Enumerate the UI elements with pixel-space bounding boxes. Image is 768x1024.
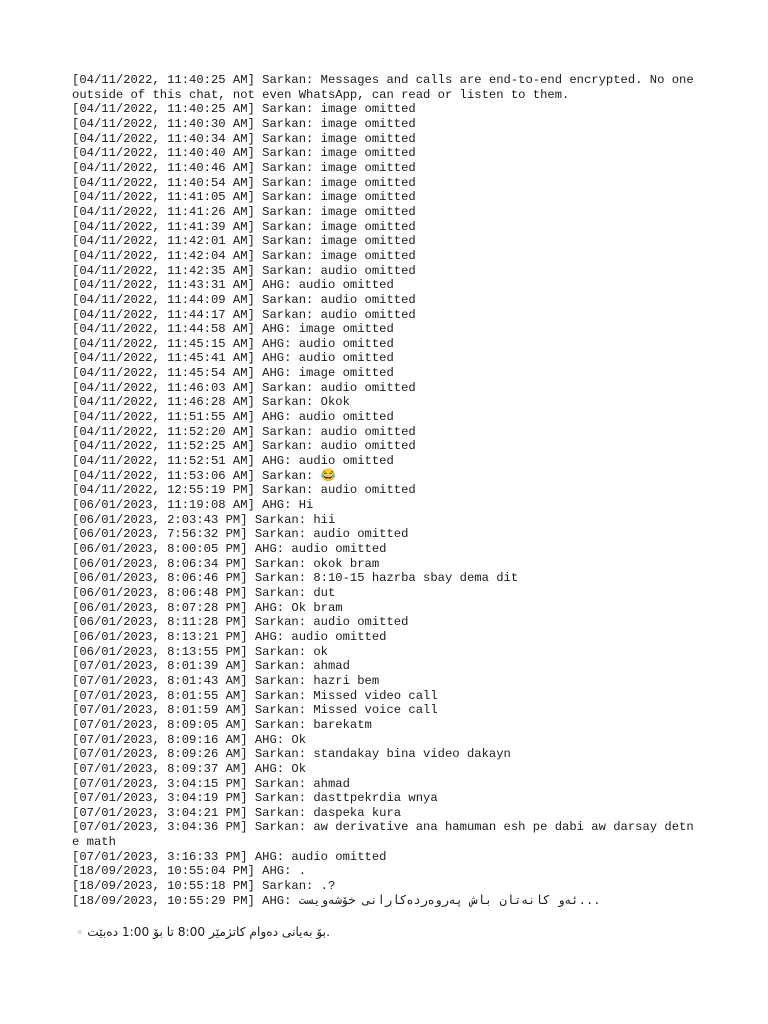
chat-line: [07/01/2023, 3:04:36 PM] Sarkan: aw derivative ana hamuman esh pe dabi aw darsay detn e math [72,820,701,850]
chat-line: [06/01/2023, 8:06:46 PM] Sarkan: 8:10-15 hazrba sbay dema dit [72,571,519,586]
chat-line: [18/09/2023, 10:55:18 PM] Sarkan: .? [72,879,336,894]
chat-line: [07/01/2023, 8:09:16 AM] AHG: Ok [72,732,307,747]
chat-line: [04/11/2022, 11:40:30 AM] Sarkan: image omitted [72,116,416,131]
chat-line: [04/11/2022, 11:44:58 AM] AHG: image omitted [72,322,394,337]
chat-line: [04/11/2022, 11:52:20 AM] Sarkan: audio omitted [72,424,416,439]
chat-line: [04/11/2022, 11:46:03 AM] Sarkan: audio omitted [72,380,416,395]
chat-line: [04/11/2022, 11:40:40 AM] Sarkan: image omitted [72,146,416,161]
chat-line: [07/01/2023, 8:09:26 AM] Sarkan: standakay bina video dakayn [72,747,511,762]
chat-line: [07/01/2023, 3:04:19 PM] Sarkan: dasttpekrdia wnya [72,791,438,806]
chat-line: [04/11/2022, 11:40:25 AM] Sarkan: Messages and calls are end-to-end encrypted. No one outside of this chat, not even WhatsApp, can read or listen to them. [72,73,701,102]
chat-line: [06/01/2023, 8:00:05 PM] AHG: audio omitted [72,542,387,556]
chat-line: [18/09/2023, 10:55:29 PM] AHG: ئەو کانەتان باش پەروەردەکارانی خۆشەویست... [72,893,601,908]
chat-line: [04/11/2022, 11:52:25 AM] Sarkan: audio omitted [72,439,416,454]
chat-line: [06/01/2023, 7:56:32 PM] Sarkan: audio omitted [72,527,409,542]
chat-line: [06/01/2023, 8:13:55 PM] Sarkan: ok [72,644,328,659]
chat-line: [07/01/2023, 8:01:43 AM] Sarkan: hazri bem [72,673,380,688]
chat-line: [18/09/2023, 10:55:04 PM] AHG: . [72,864,307,879]
chat-line: [04/11/2022, 11:41:26 AM] Sarkan: image omitted [72,204,416,219]
chat-line: [04/11/2022, 11:52:51 AM] AHG: audio omitted [72,454,394,469]
chat-line: [04/11/2022, 11:44:17 AM] Sarkan: audio omitted [72,307,416,322]
chat-line: [06/01/2023, 11:19:08 AM] AHG: Hi [72,498,314,513]
chat-line: [04/11/2022, 11:53:06 AM] Sarkan: 😂 [72,468,336,483]
chat-line: [07/01/2023, 8:01:59 AM] Sarkan: Missed voice call [72,703,438,718]
chat-line: [04/11/2022, 11:43:31 AM] AHG: audio omitted [72,278,394,293]
chat-line: [04/11/2022, 11:51:55 AM] AHG: audio omitted [72,410,394,425]
chat-line: [04/11/2022, 11:40:25 AM] Sarkan: image omitted [72,102,416,117]
chat-line: [07/01/2023, 8:01:39 AM] Sarkan: ahmad [72,659,350,674]
chat-line: [04/11/2022, 11:45:15 AM] AHG: audio omitted [72,336,394,351]
chat-line: [04/11/2022, 11:40:54 AM] Sarkan: image omitted [72,175,416,190]
chat-line: [06/01/2023, 8:13:21 PM] AHG: audio omitted [72,629,387,644]
chat-line: [04/11/2022, 11:41:39 AM] Sarkan: image omitted [72,219,416,234]
chat-line: [07/01/2023, 3:04:21 PM] Sarkan: daspeka kura [72,805,402,820]
chat-line: [07/01/2023, 3:16:33 PM] AHG: audio omitted [72,849,387,864]
chat-line: [04/11/2022, 11:42:04 AM] Sarkan: image omitted [72,248,416,263]
chat-line: [07/01/2023, 8:09:37 AM] AHG: Ok [72,761,307,776]
chat-line: [07/01/2023, 8:01:55 AM] Sarkan: Missed video call [72,688,438,703]
chat-line: [06/01/2023, 8:06:34 PM] Sarkan: okok bram [72,556,380,571]
chat-line: [04/11/2022, 11:46:28 AM] Sarkan: Okok [72,395,350,410]
chat-line: [04/11/2022, 11:42:01 AM] Sarkan: image omitted [72,234,416,249]
chat-line: [04/11/2022, 11:40:34 AM] Sarkan: image omitted [72,131,416,146]
chat-line: [04/11/2022, 11:45:54 AM] AHG: image omitted [72,366,394,381]
chat-line: [06/01/2023, 8:07:28 PM] AHG: Ok bram [72,600,343,615]
chat-line: [04/11/2022, 12:55:19 PM] Sarkan: audio omitted [72,483,416,498]
chat-line: [04/11/2022, 11:45:41 AM] AHG: audio omitted [72,351,394,366]
chat-line: [06/01/2023, 8:11:28 PM] Sarkan: audio omitted [72,615,409,630]
chat-line: [06/01/2023, 8:06:48 PM] Sarkan: dut [72,585,336,600]
trailing-message-line: ▫️بۆ بەیانی دەوام کاتژمێر 8:00 تا بۆ 1:00 دەبێت. [72,925,330,939]
chat-transcript [72,73,702,908]
chat-line: [04/11/2022, 11:41:05 AM] Sarkan: image omitted [72,190,416,205]
chat-line: [04/11/2022, 11:42:35 AM] Sarkan: audio omitted [72,263,416,278]
chat-line: [04/11/2022, 11:40:46 AM] Sarkan: image omitted [72,160,416,175]
chat-line: [07/01/2023, 3:04:15 PM] Sarkan: ahmad [72,776,350,791]
chat-line: [04/11/2022, 11:44:09 AM] Sarkan: audio omitted [72,292,416,307]
chat-line: [07/01/2023, 8:09:05 AM] Sarkan: barekatm [72,717,372,732]
chat-line: [06/01/2023, 2:03:43 PM] Sarkan: hii [72,512,336,527]
